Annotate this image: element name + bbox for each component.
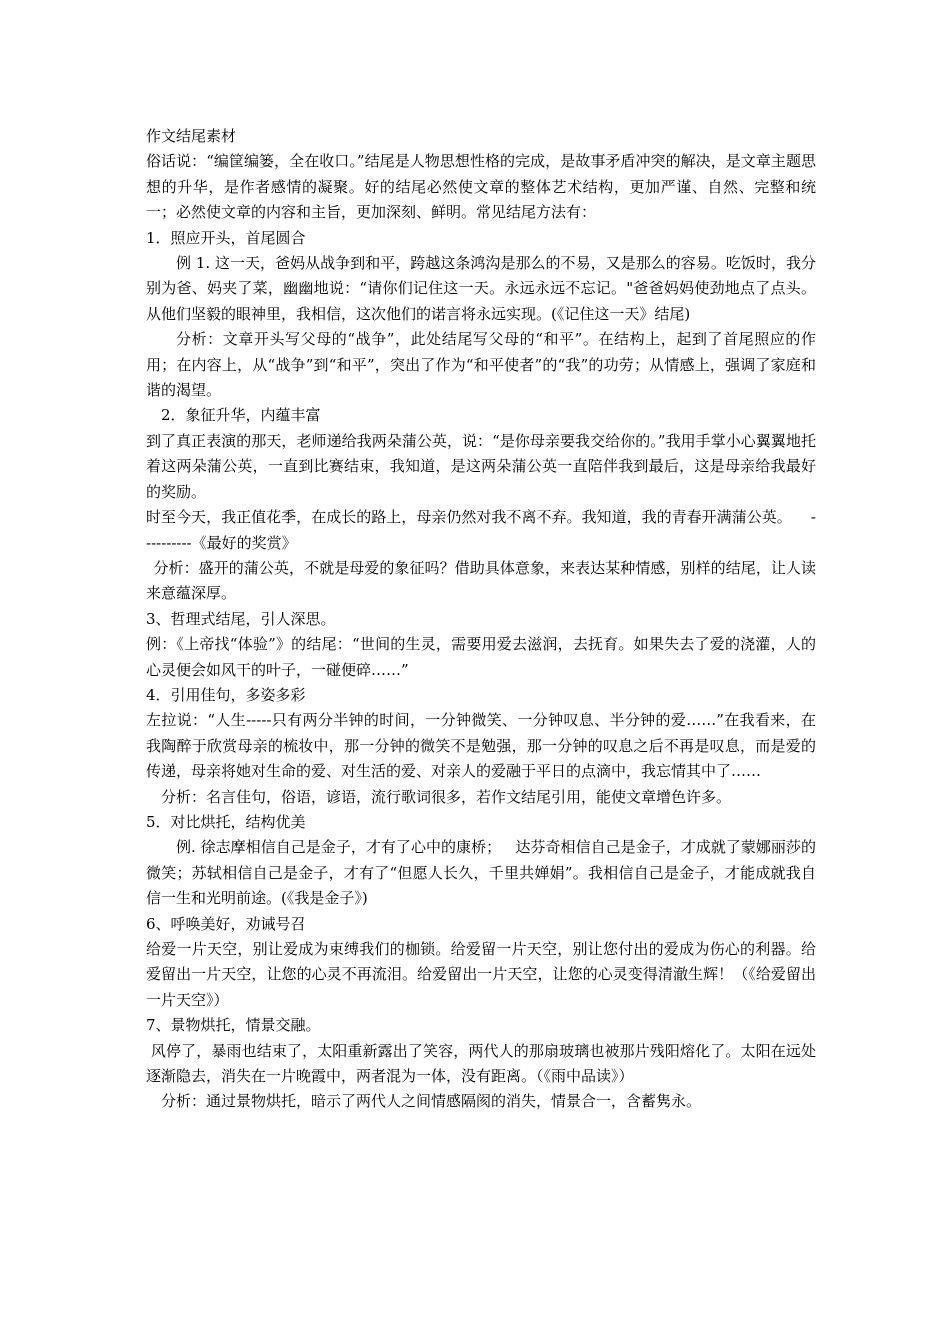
example-paragraph-3: 例：《上帝找“体验”》的结尾：“世间的生灵，需要用爱去滋润，去抚育。如果失去了爱的浇灌，人的心灵便会如风干的叶子，一碰便碎……” [146, 635, 816, 679]
intro-paragraph: 俗话说：“编筐编篓，全在收口。”结尾是人物思想性格的完成，是故事矛盾冲突的解决，是文章主题思想的升华，是作者感情的凝聚。好的结尾必然使文章的整体艺术结构，更加严谨、自然、完整和统一；必然使文章的内容和主旨，更加深刻、鲜明。常见结尾方法有： [146, 152, 816, 222]
example-paragraph-5: 例. 徐志摩相信自己是金子，才有了心中的康桥； 达芬奇相信自己是金子，才成就了蒙娜丽莎的微笑；苏轼相信自己是金子，才有了“但愿人长久，千里共婵娟”。我相信自己是金子，才能成就我自信一生和光明前途。(《我是金子》) [146, 838, 816, 908]
example-paragraph-7: 风停了，暴雨也结束了，太阳重新露出了笑容，两代人的那扇玻璃也被那片残阳熔化了。太阳在远处逐渐隐去，消失在一片晚霞中，两者混为一体，没有距离。（《雨中品读》） [146, 1041, 816, 1086]
analysis-paragraph-2: 分析：盛开的蒲公英，不就是母爱的象征吗？借助具体意象，来表达某种情感，别样的结尾，让人读来意蕴深厚。 [146, 558, 816, 603]
analysis-paragraph-7: 分析：通过景物烘托，暗示了两代人之间情感隔阂的消失，情景合一，含蓄隽永。 [161, 1092, 702, 1111]
analysis-paragraph-4: 分析：名言佳句，俗语，谚语，流行歌词很多，若作文结尾引用，能使文章增色许多。 [161, 787, 732, 806]
section-heading-3: 3、哲理式结尾，引人深思。 [146, 609, 336, 628]
example-paragraph-6: 给爱一片天空，别让爱成为束缚我们的枷锁。给爱留一片天空，别让您付出的爱成为伤心的利器。给爱留出一片天空，让您的心灵不再流泪。给爱留出一片天空，让您的心灵变得清澈生辉！（《给爱留出一片天空》） [146, 940, 816, 1009]
analysis-paragraph-1: 分析：文章开头写父母的“战争”，此处结尾写父母的“和平”。在结构上，起到了首尾照应的作用；在内容上，从“战争”到“和平”，突出了作为“和平使者”的“我”的功劳；从情感上，强调了家庭和谐的渴望。 [146, 330, 816, 400]
document-page [146, 124, 816, 1115]
section-heading-6: 6、呼唤美好，劝诫号召 [146, 914, 306, 933]
example-paragraph-4: 左拉说：“人生-----只有两分半钟的时间，一分钟微笑、一分钟叹息、半分钟的爱……”在我看来，在我陶醉于欣赏母亲的梳妆中，那一分钟的微笑不是勉强，那一分钟的叹息之后不再是叹息，而是爱的传递，母亲将她对生命的爱、对生活的爱、对亲人的爱融于平日的点滴中，我忘情其中了…… [146, 711, 816, 781]
section-heading-2: 2．象征升华，内蕴丰富 [161, 406, 321, 425]
example-paragraph-2b: 时至今天，我正值花季，在成长的路上，母亲仍然对我不离不弃。我知道，我的青春开满蒲公英。 ----------《最好的奖赏》 [146, 508, 816, 552]
example-paragraph-2a: 到了真正表演的那天，老师递给我两朵蒲公英，说：“是你母亲要我交给你的。”我用手掌小心翼翼地托着这两朵蒲公英，一直到比赛结束，我知道，是这两朵蒲公英一直陪伴我到最后，这是母亲给我最好的奖励。 [146, 431, 816, 501]
section-heading-5: 5．对比烘托，结构优美 [146, 812, 306, 831]
section-heading-1: 1．照应开头，首尾圆合 [146, 228, 306, 247]
section-heading-7: 7、景物烘托，情景交融。 [146, 1016, 321, 1035]
example-paragraph-1: 例 1. 这一天，爸妈从战争到和平，跨越这条鸿沟是那么的不易，又是那么的容易。吃饭时，我分别为爸、妈夹了菜，幽幽地说：“请你们记住这一天。永远永远不忘记。"爸爸妈妈使劲地点了点头。从他们坚毅的眼神里，我相信，这次他们的诺言将永远实现。(《记住这一天》结尾) [146, 254, 816, 323]
document-title: 作文结尾素材 [146, 127, 237, 145]
section-heading-4: 4．引用佳句，多姿多彩 [146, 685, 306, 704]
